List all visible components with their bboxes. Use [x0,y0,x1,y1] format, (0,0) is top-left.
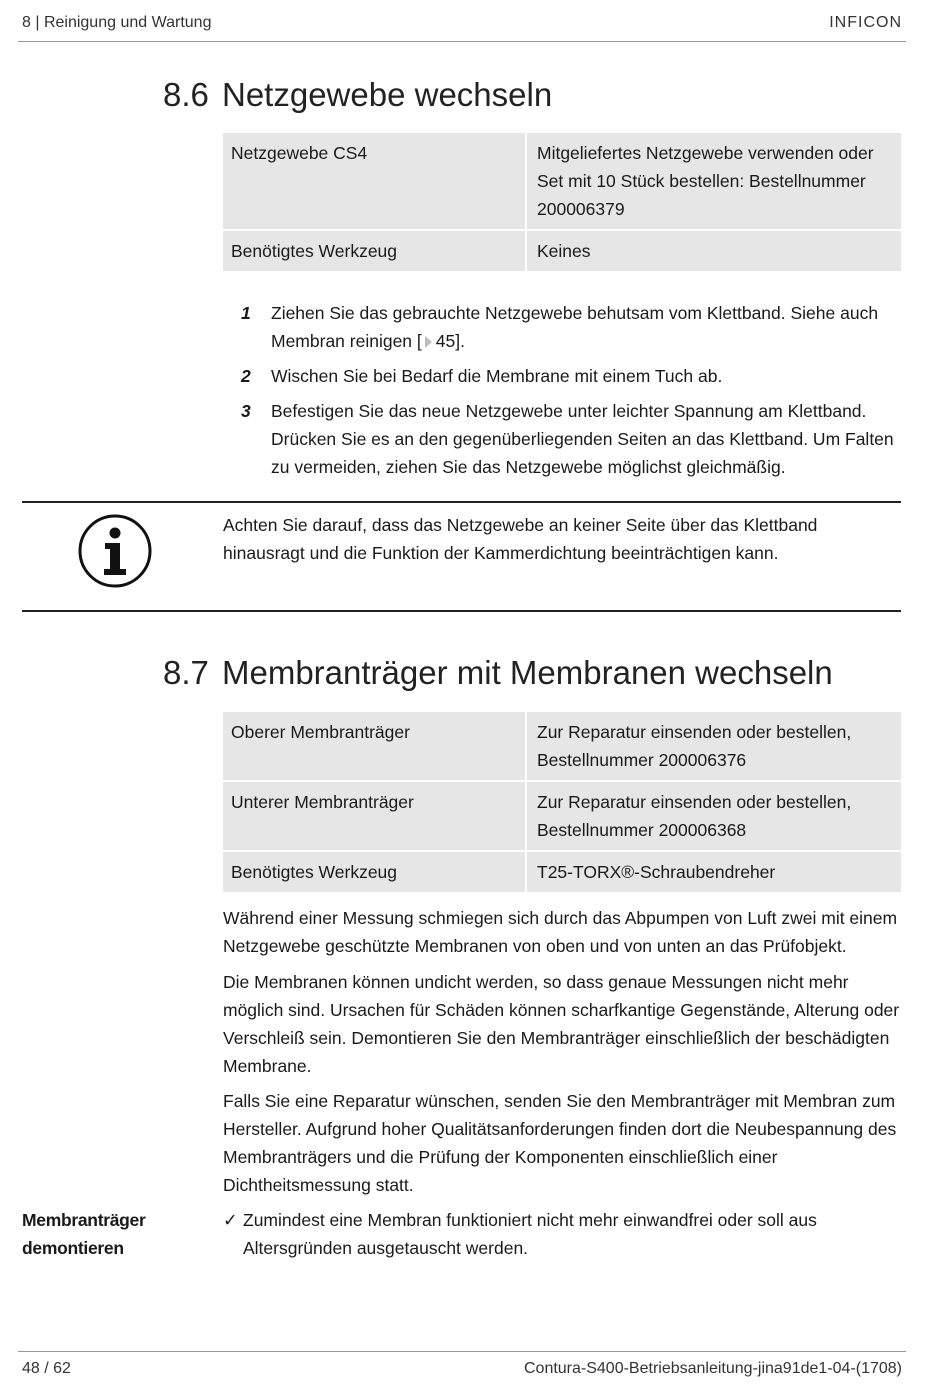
section-number: 8.6 [163,76,209,113]
spec-table-membrantraeger [223,710,901,894]
section-heading-8-7 [163,654,833,692]
table-value: Keines [527,231,901,271]
precondition-text: Zumindest eine Membran funktioniert nicht mehr einwandfrei oder soll aus Altersgründen ausgetauscht werden. [243,1210,817,1258]
step-number: 2 [241,366,251,386]
table-key: Oberer Membranträger [223,712,527,780]
cross-reference-link[interactable]: 45 [435,331,456,351]
table-row [223,133,901,229]
step-text-end: ]. [455,331,465,351]
section-title: Netzgewebe wechseln [222,76,553,113]
table-key: Benötigtes Werkzeug [223,852,527,892]
step-item [223,397,903,481]
step-text: Wischen Sie bei Bedarf die Membrane mit einem Tuch ab. [271,366,723,386]
table-key: Unterer Membranträger [223,782,527,850]
section-number: 8.7 [163,654,209,691]
step-number: 1 [241,303,251,323]
step-text: Ziehen Sie das gebrauchte Netzgewebe behutsam vom Klettband. Siehe auch Membran reinigen [ [271,303,879,351]
table-row [223,231,901,271]
page-number: 48 / 62 [22,1360,71,1377]
section-title: Membranträger mit Membranen wechseln [222,654,833,691]
table-value: T25-TORX®-Schraubendreher [527,852,901,892]
table-key: Netzgewebe CS4 [223,133,527,229]
step-item [223,299,903,355]
body-paragraph: Die Membranen können undicht werden, so dass genaue Messungen nicht mehr möglich sind. Ursachen für Schäden können scharfkantige Gegenstände, Alterung oder Verschleiß sein. Demontieren Sie den Membranträger einschließlich der beschädigten Membrane. [223,972,900,1076]
step-text: Befestigen Sie das neue Netzgewebe unter leichter Spannung am Klettband. Drücken Sie es an den gegenüberliegenden Seiten an das Klettband. Um Falten zu vermeiden, ziehen Sie das Netzgewebe möglichst gleichmäßig. [271,401,894,477]
instruction-steps [223,299,903,488]
table-value: Zur Reparatur einsenden oder bestellen, Bestellnummer 200006368 [527,782,901,850]
header-rule [18,41,906,42]
table-row [223,852,901,892]
note-text: Achten Sie darauf, dass das Netzgewebe an keiner Seite über das Klettband hinausragt und die Funktion der Kammerdichtung beeinträchtigen kann. [223,515,818,563]
side-heading: Membranträger demontieren [22,1210,146,1258]
body-paragraph: Falls Sie eine Reparatur wünschen, senden Sie den Membranträger mit Membran zum Hersteller. Aufgrund hoher Qualitätsanforderungen finden dort die Neubespannung des Membranträgers und die Prüfung der Komponenten einschließlich einer Dichtheitsmessung statt. [223,1091,897,1195]
running-header-brand: INFICON [829,14,902,31]
info-icon [77,513,153,589]
section-heading-8-6 [163,76,552,114]
step-item [223,362,903,390]
running-header-chapter: 8 | Reinigung und Wartung [22,14,212,31]
document-id: Contura-S400-Betriebsanleitung-jina91de1-04-(1708) [523,1360,902,1377]
note-bottom-rule [22,610,901,612]
table-row [223,782,901,850]
footer-rule [18,1351,906,1352]
body-paragraph: Während einer Messung schmiegen sich durch das Abpumpen von Luft zwei mit einem Netzgewebe geschützte Membranen von oben und von unten an das Prüfobjekt. [223,908,898,956]
table-key: Benötigtes Werkzeug [223,231,527,271]
step-number: 3 [241,401,251,421]
table-value: Mitgeliefertes Netzgewebe verwenden oder Set mit 10 Stück bestellen: Bestellnummer 200006379 [527,133,901,229]
cross-reference-arrow-icon [425,336,432,348]
table-value: Zur Reparatur einsenden oder bestellen, Bestellnummer 200006376 [527,712,901,780]
table-row [223,712,901,780]
precondition-item [223,1206,901,1262]
checkmark-icon: ✓ [223,1210,238,1230]
note-top-rule [22,501,901,503]
spec-table-netzgewebe [223,131,901,273]
